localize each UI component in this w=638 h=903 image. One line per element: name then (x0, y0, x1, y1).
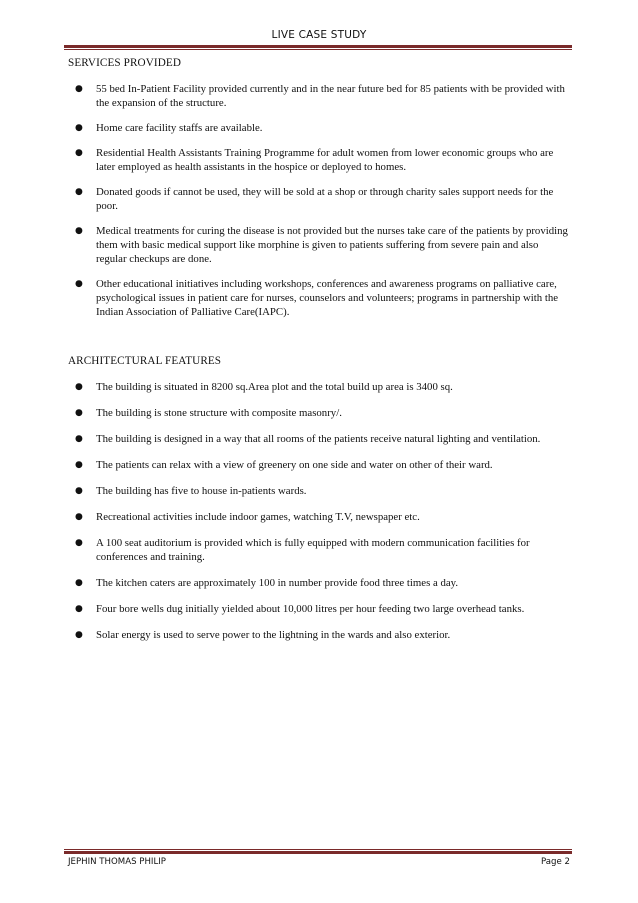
services-list (68, 82, 568, 319)
list-item: ● Residential Health Assistants Training Programme for adult women from lower economic groups who are later employed as health assistants in the hospice or deployed to homes. (75, 147, 554, 173)
running-header: LIVE CASE STUDY (271, 29, 367, 41)
bullet-icon: ● (75, 578, 83, 588)
list-item: ● 55 bed In-Patient Facility provided currently and in the near future bed for 85 patients with be provided with the expansion of the structure. (75, 83, 565, 109)
bullet-icon: ● (75, 84, 83, 94)
bullet-icon: ● (75, 279, 83, 289)
bullet-icon: ● (75, 486, 83, 496)
list-item: ● Other educational initiatives including workshops, conferences and awareness programs on palliative care, psychological issues in patient care for nurses, counselors and volunteers; programs in partnership with the Indian Association of Palliative Care(IAPC). (75, 278, 559, 318)
header-rule-thin (64, 49, 572, 50)
list-item: ● Four bore wells dug initially yielded about 10,000 litres per hour feeding two large overhead tanks. (75, 603, 525, 615)
page-body (68, 55, 568, 642)
list-item: ● The patients can relax with a view of greenery on one side and water on other of their ward. (75, 459, 493, 471)
architecture-list (68, 380, 568, 642)
section-heading-architecture: ARCHITECTURAL FEATURES (68, 355, 222, 367)
bullet-icon: ● (75, 226, 83, 236)
bullet-icon: ● (75, 148, 83, 158)
footer-author: JEPHIN THOMAS PHILIP (68, 857, 166, 867)
header-rule-thick (64, 45, 572, 48)
list-item: ● The building is designed in a way that all rooms of the patients receive natural lighting and ventilation. (75, 433, 541, 445)
list-item: ● Donated goods if cannot be used, they will be sold at a shop or through charity sales support needs for the poor. (75, 186, 554, 212)
bullet-icon: ● (75, 630, 83, 640)
bullet-icon: ● (75, 460, 83, 470)
list-item: ● The building is situated in 8200 sq.Area plot and the total build up area is 3400 sq. (75, 381, 453, 393)
list-item: ● Recreational activities include indoor games, watching T.V, newspaper etc. (75, 511, 420, 523)
list-item: ● A 100 seat auditorium is provided which is fully equipped with modern communication facilities for conferences and training. (75, 537, 530, 563)
bullet-icon: ● (75, 434, 83, 444)
list-item: ● The building is stone structure with composite masonry/. (75, 407, 342, 419)
list-item: ● Home care facility staffs are available. (75, 122, 263, 134)
bullet-icon: ● (75, 123, 83, 133)
footer-rule-thick (64, 851, 572, 854)
section-heading-services: SERVICES PROVIDED (68, 57, 182, 69)
list-item: ● The building has five to house in-patients wards. (75, 485, 307, 497)
footer-rule-thin (64, 849, 572, 850)
bullet-icon: ● (75, 382, 83, 392)
list-item: ● The kitchen caters are approximately 100 in number provide food three times a day. (75, 577, 459, 589)
bullet-icon: ● (75, 538, 83, 548)
bullet-icon: ● (75, 512, 83, 522)
bullet-icon: ● (75, 604, 83, 614)
list-item: ● Medical treatments for curing the disease is not provided but the nurses take care of the patients by providing them with basic medical support like morphine is given to patients suffering from severe pain and also regular checkups are done. (75, 225, 568, 265)
page-number: Page 2 (540, 857, 570, 867)
bullet-icon: ● (75, 187, 83, 197)
bullet-icon: ● (75, 408, 83, 418)
list-item: ● Solar energy is used to serve power to the lightning in the wards and also exterior. (75, 629, 451, 641)
